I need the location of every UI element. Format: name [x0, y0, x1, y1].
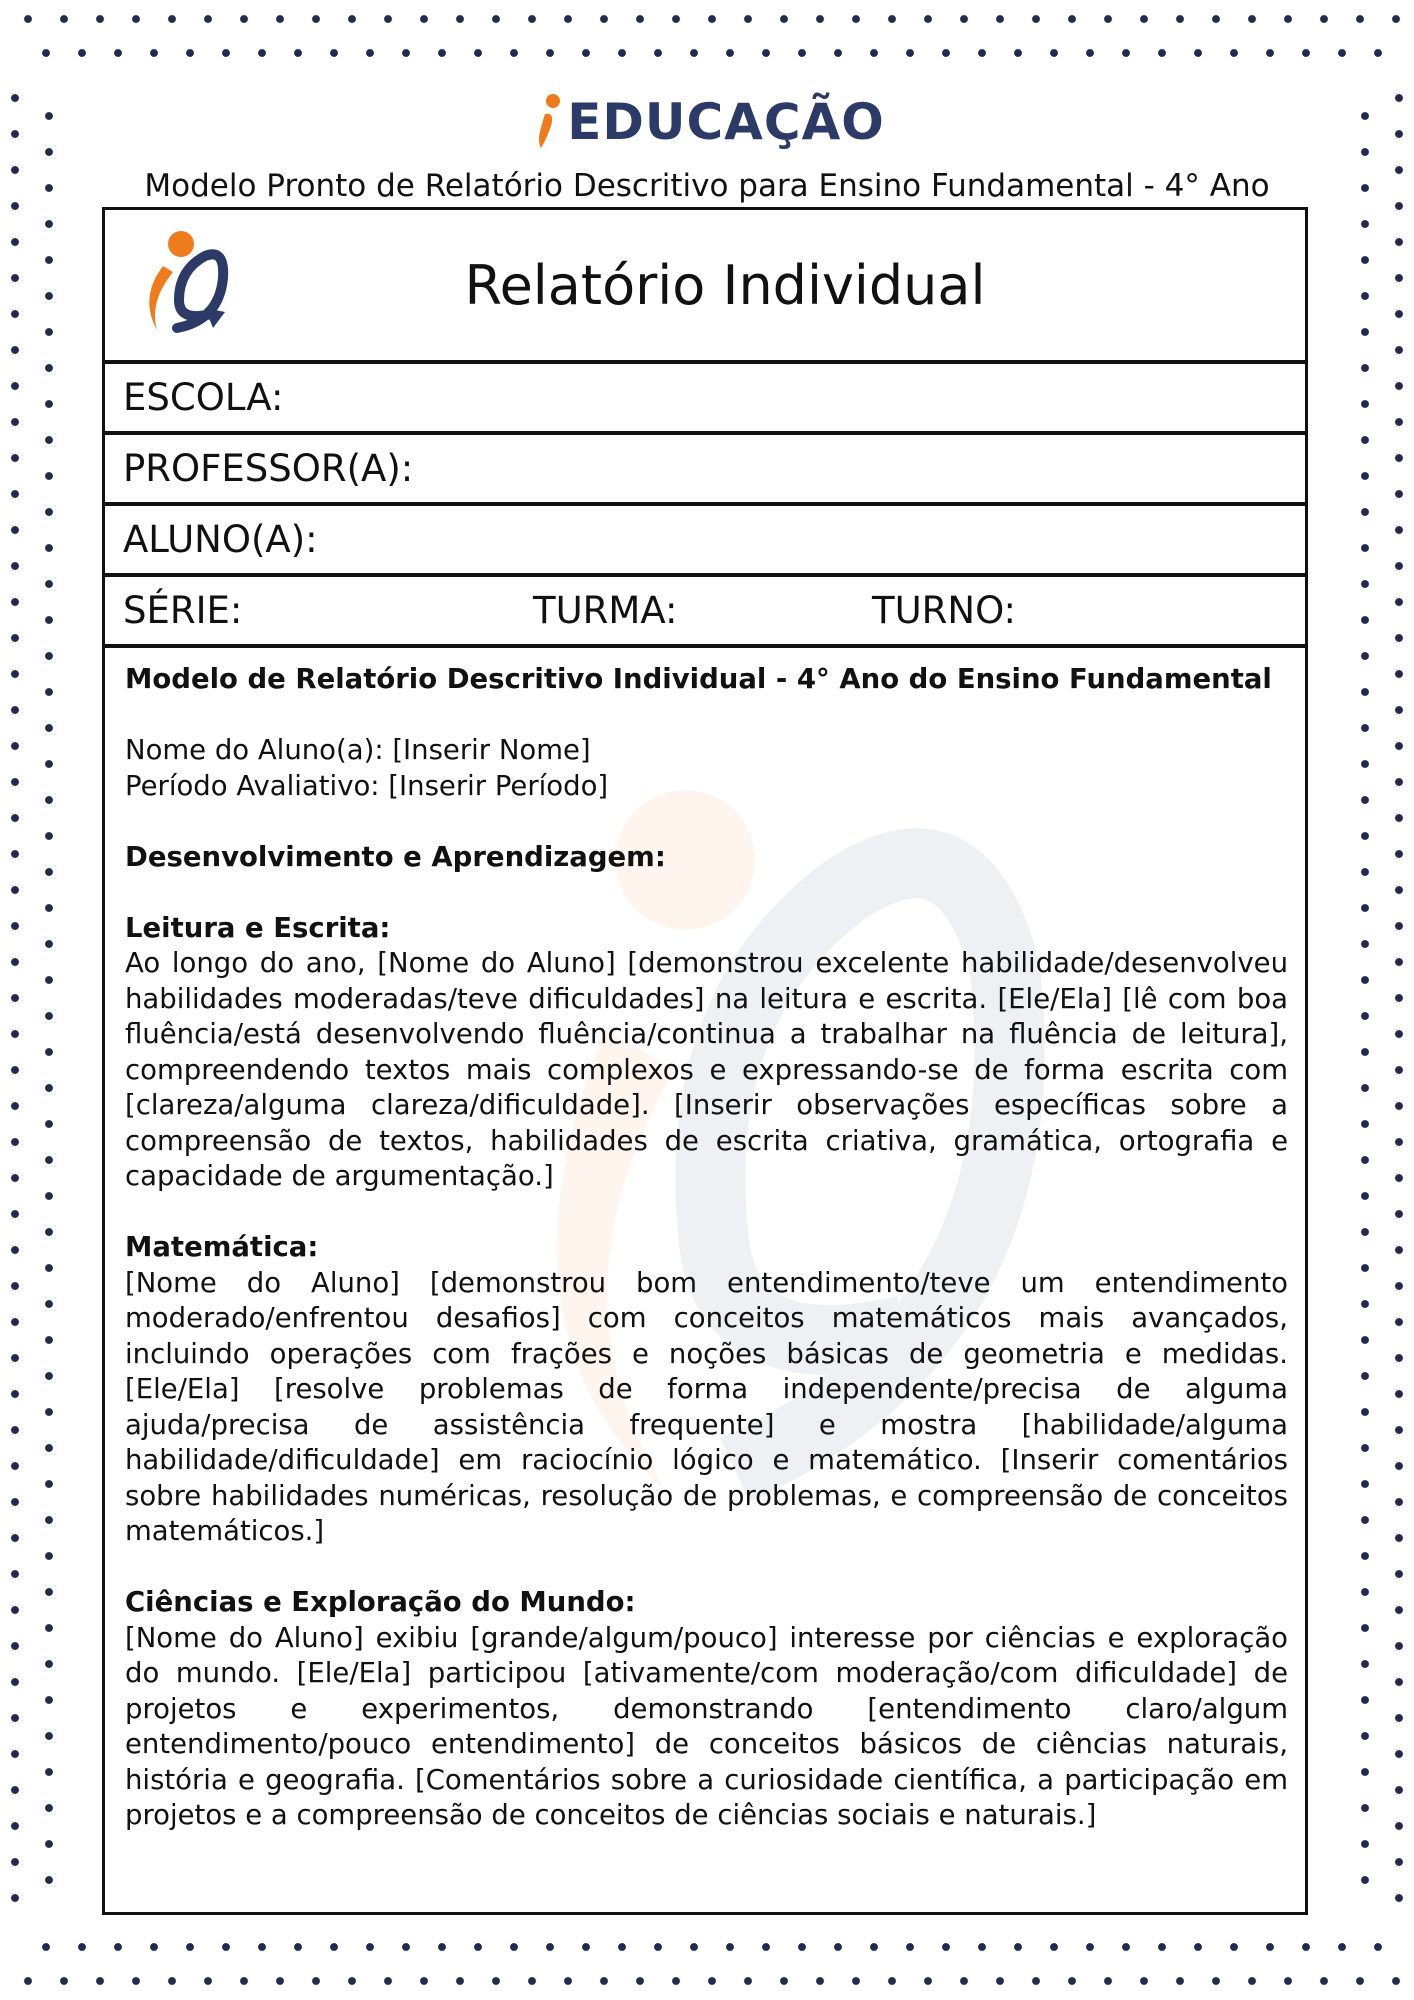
field-turno-label: TURNO: [872, 589, 1017, 632]
section-text: [Nome do Aluno] exibiu [grande/algum/pouco] interesse por ciências e exploração do mundo. [Ele/Ela] participou [ativamente/com moderação/com dificuldade] de projetos e experimentos, demonstrando [entendimento claro/algum entendimento/pouco entendimento] de conceitos básicos de ciências naturais, história e geografia. [Comentários sobre a curiosidade científica, a participação em projetos e a compreensão de conceitos de ciências sociais e naturais.] [125, 1621, 1288, 1831]
section-text: Ao longo do ano, [Nome do Aluno] [demonstrou excelente habilidade/desenvolveu habilidades moderadas/teve dificuldades] na leitura e escrita. [Ele/Ela] [lê com boa fluência/está desenvolvendo fluência/continua a trabalhar na fluência de leitura], compreendendo textos mais complexos e expressando-se de forma escrita com [clareza/alguma clareza/dificuldade]. [Inserir observações específicas sobre a compreensão de textos, habilidades de escrita criativa, gramática, ortografia e capacidade de argumentação.] [125, 947, 1288, 1192]
section-text: [Nome do Aluno] [demonstrou bom entendimento/teve um entendimento moderado/enfrentou desafios] com conceitos matemáticos mais avançados, incluindo operações com frações e noções básicas de geometria e medidas. [Ele/Ela] [resolve problemas de forma independente/precisa de alguma ajuda/precisa de assistência frequente] e mostra [habilidade/alguma habilidade/dificuldade] em raciocínio lógico e matemático. [Inserir comentários sobre habilidades numéricas, resolução de problemas, e compreensão de conceitos matemáticos.] [125, 1266, 1288, 1547]
section-title: Matemática: [125, 1231, 319, 1263]
field-serie-turma-turno[interactable] [105, 577, 1305, 648]
brand-name: EDUCAÇÃO [567, 93, 885, 151]
section-title: Leitura e Escrita: [125, 911, 391, 944]
report-form [102, 207, 1308, 1915]
report-title: Relatório Individual [464, 254, 986, 317]
dotted-border-right-inner [1358, 98, 1372, 1902]
student-name-line: Nome do Aluno(a): [Inserir Nome] [125, 734, 591, 766]
field-turma-label: TURMA: [533, 589, 678, 632]
field-escola-label: ESCOLA: [123, 376, 284, 419]
dotted-border-left [8, 80, 22, 1920]
field-aluno[interactable] [105, 506, 1305, 577]
field-serie-label: SÉRIE: [123, 589, 243, 632]
educacao-brand-icon [529, 92, 563, 152]
brand-header [0, 92, 1414, 156]
field-professor-label: PROFESSOR(A): [123, 447, 414, 490]
field-aluno-label: ALUNO(A): [123, 518, 318, 561]
section-title: Ciências e Exploração do Mundo: [125, 1586, 636, 1618]
report-body [105, 648, 1305, 1834]
dotted-border-left-inner [42, 98, 56, 1902]
dotted-border-top [10, 12, 1404, 26]
field-professor[interactable] [105, 435, 1305, 506]
development-heading: Desenvolvimento e Aprendizagem: [125, 840, 666, 873]
form-header-row [105, 210, 1305, 364]
dotted-border-right [1392, 80, 1406, 1920]
dotted-border-top-inner [28, 46, 1386, 60]
field-escola[interactable] [105, 364, 1305, 435]
period-line: Período Avaliativo: [Inserir Período] [125, 769, 609, 802]
report-heading: Modelo de Relatório Descritivo Individual - 4° Ano do Ensino Fundamental [125, 663, 1272, 695]
dotted-border-bottom-inner [28, 1940, 1386, 1954]
dotted-border-bottom [10, 1974, 1404, 1988]
page-subtitle: Modelo Pronto de Relatório Descritivo para Ensino Fundamental - 4° Ano [144, 168, 1270, 204]
